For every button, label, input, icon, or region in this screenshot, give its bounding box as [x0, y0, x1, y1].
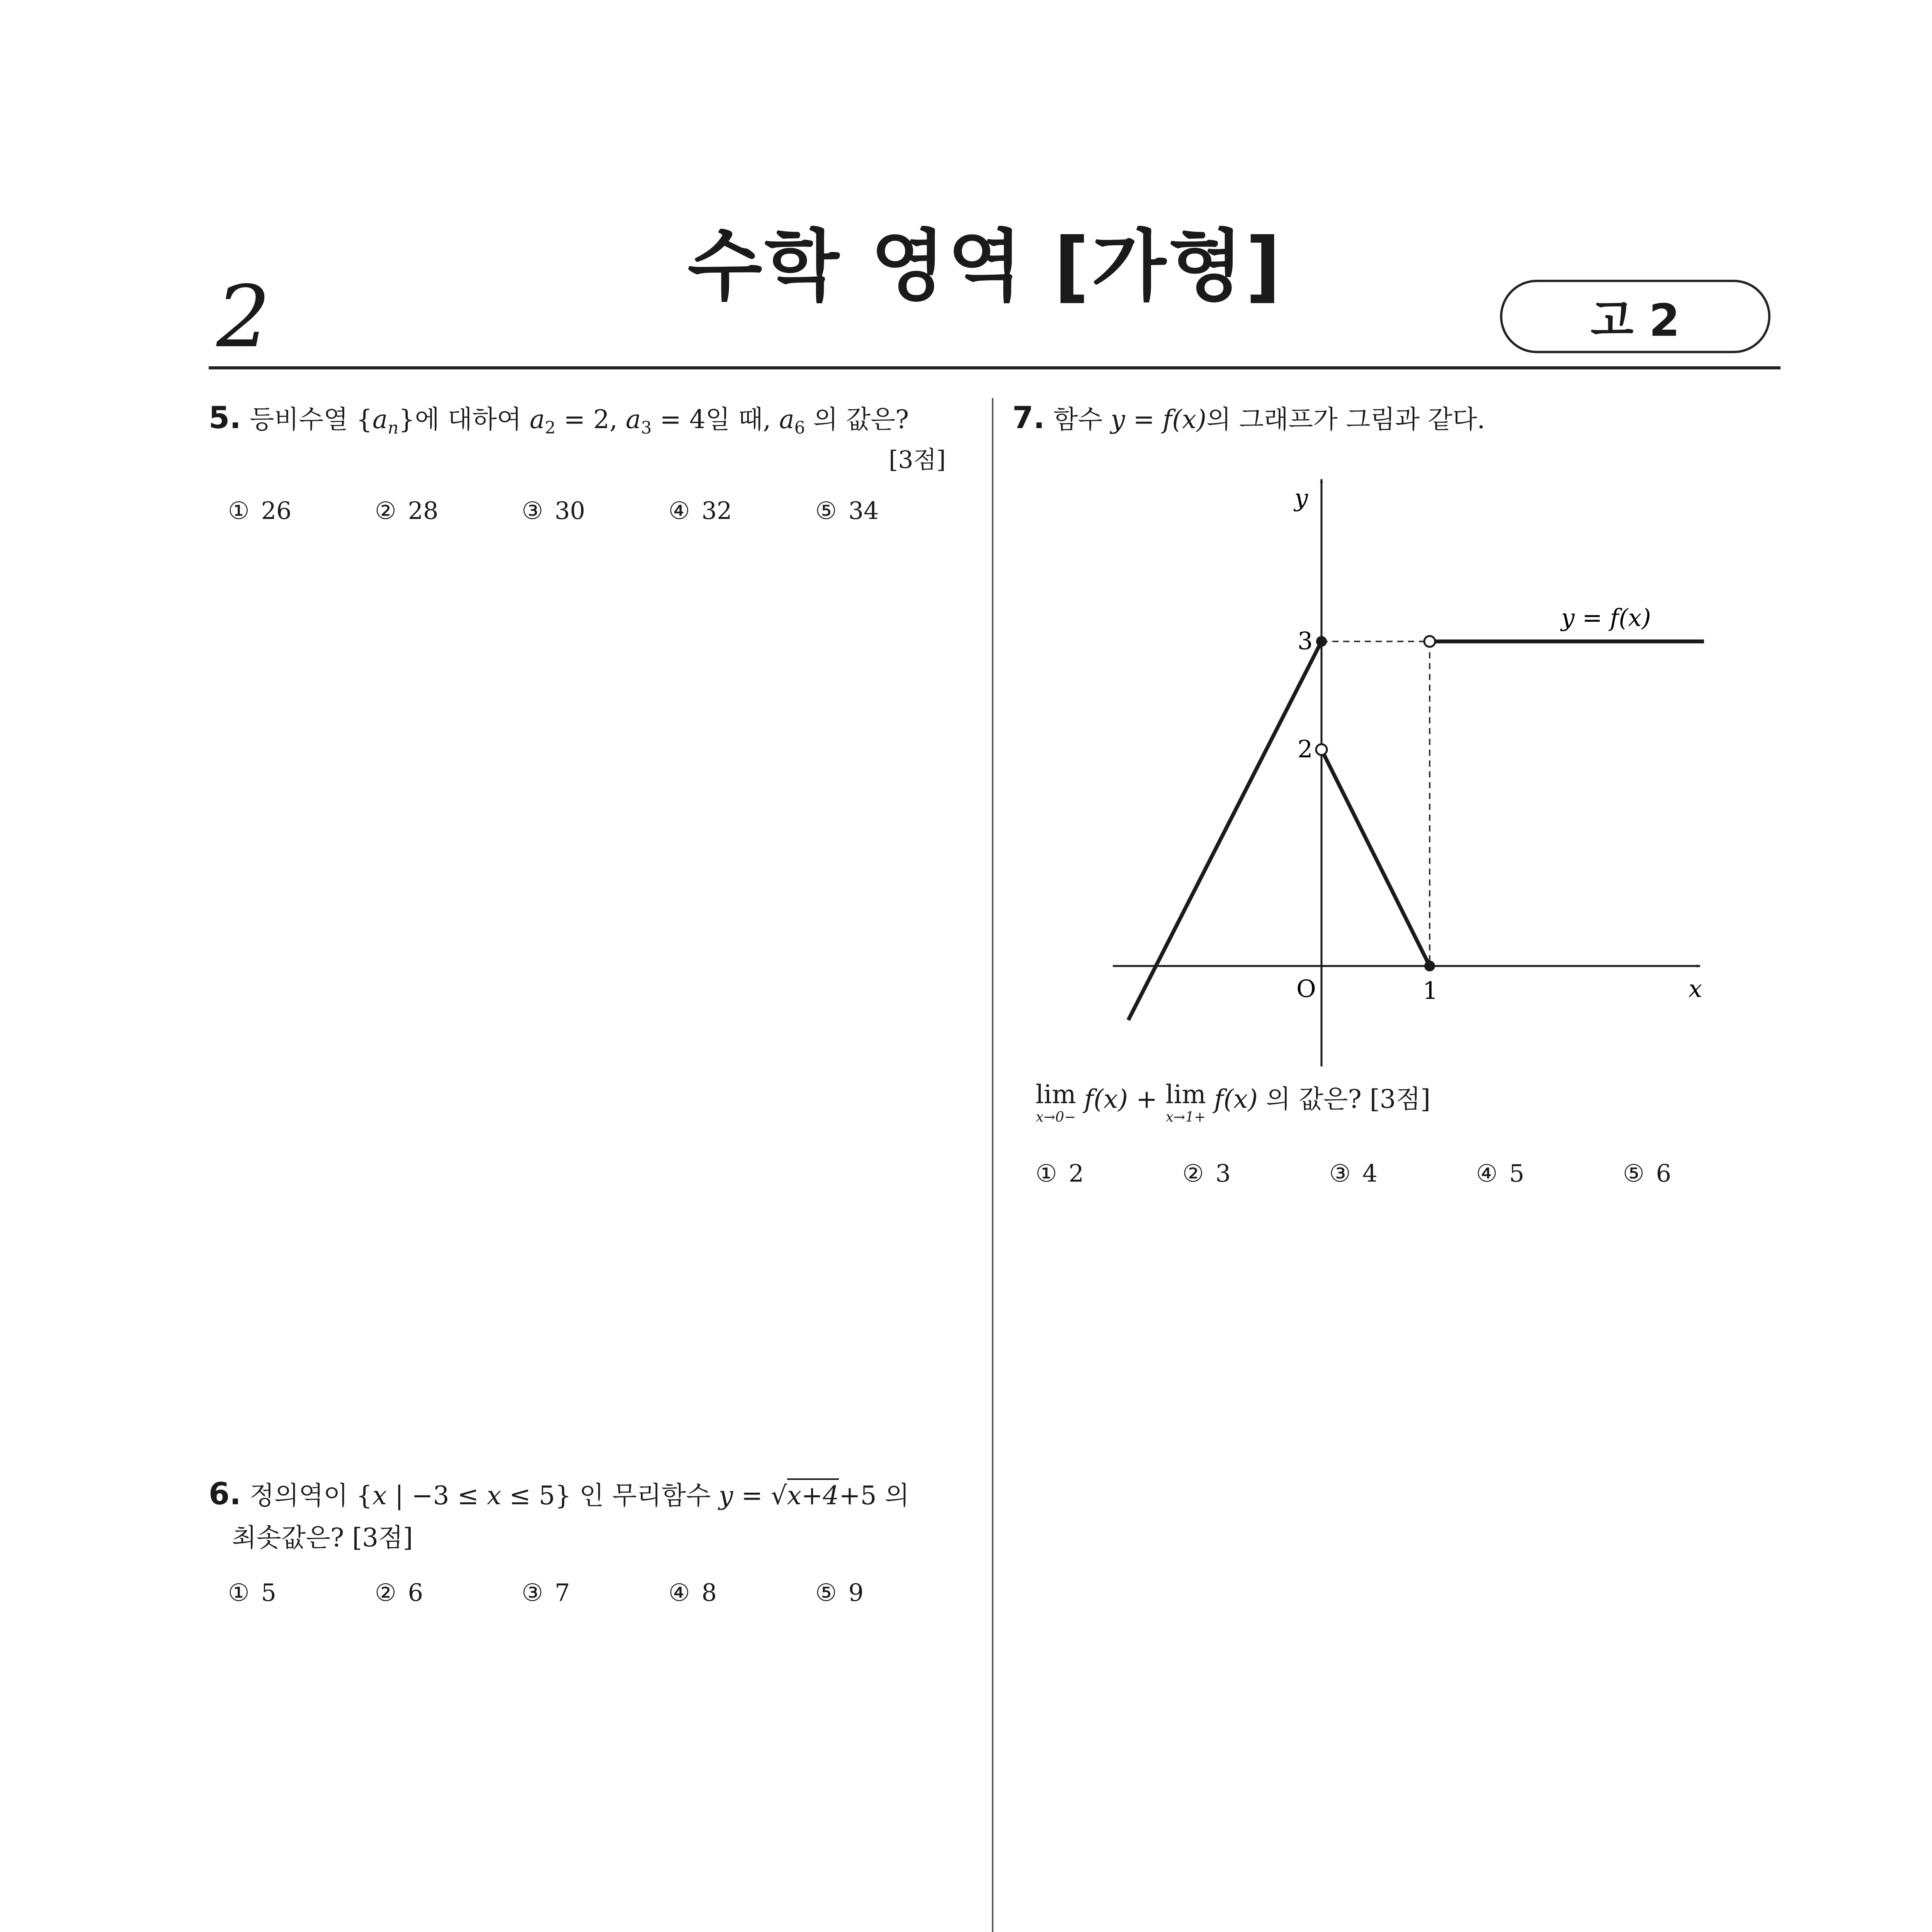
math-brace: { [356, 405, 372, 434]
choices-q6 [228, 1578, 962, 1607]
question-5 [209, 398, 909, 439]
choice-value: 9 [848, 1578, 864, 1607]
question-number: 6. [209, 1477, 241, 1512]
question-text: 의 값은? [3점] [1266, 1084, 1431, 1114]
choice-value: 5 [1509, 1159, 1525, 1187]
math-eq: = 4 [660, 405, 706, 434]
choice-number: ② [375, 1578, 396, 1607]
math-expr: f(x) [1084, 1084, 1128, 1114]
header-rule [209, 366, 1781, 369]
math-plus: + [1136, 1084, 1158, 1114]
grade-badge: 고 2 [1500, 280, 1770, 353]
sqrt-sign: √ [770, 1481, 787, 1510]
choice-number: ① [1036, 1159, 1057, 1187]
question-7-expression [1036, 1082, 1430, 1124]
choice-value: 32 [701, 497, 732, 525]
y-tick-label: 3 [1298, 627, 1313, 655]
sqrt-radicand: x+4 [787, 1478, 839, 1510]
math-eq: = [741, 1481, 763, 1510]
points-label: [3점] [889, 446, 946, 474]
page-number: 2 [216, 267, 270, 366]
choice-5[interactable] [815, 497, 962, 525]
limit-approach: x→1+ [1165, 1109, 1206, 1125]
limit-approach: x→0− [1036, 1109, 1076, 1125]
choice-number: ⑤ [1623, 1159, 1645, 1187]
choice-1[interactable] [228, 1578, 375, 1607]
choice-value: 8 [701, 1578, 717, 1607]
choice-value: 30 [554, 497, 585, 525]
choice-1[interactable] [228, 497, 375, 525]
math-sub: n [388, 418, 399, 438]
math-sub: 2 [544, 418, 556, 438]
exam-title: 수학 영역 [가형] [687, 221, 1283, 311]
choices-q5 [228, 497, 962, 525]
limit-right [1165, 1082, 1206, 1124]
choice-3[interactable] [1329, 1159, 1476, 1187]
origin-label: O [1296, 975, 1316, 1003]
choice-5[interactable] [815, 1578, 962, 1607]
choice-value: 2 [1068, 1159, 1084, 1187]
choice-value: 7 [554, 1578, 570, 1607]
math-sub: 6 [794, 418, 805, 438]
question-text: 의 [884, 1481, 910, 1510]
question-text: 함수 [1053, 405, 1103, 434]
question-text: 인 무리함수 [579, 1481, 711, 1510]
math-expr: f(x) [1214, 1084, 1258, 1114]
choice-number: ⑤ [815, 497, 837, 525]
math-expr: ≤ 5 [509, 1481, 555, 1510]
math-var: y [719, 1481, 733, 1510]
choice-number: ② [375, 497, 396, 525]
choice-5[interactable] [1623, 1159, 1770, 1187]
choice-number: ③ [522, 1578, 543, 1607]
choice-4[interactable] [668, 1578, 815, 1607]
math-expr: y = f(x) [1111, 405, 1207, 434]
graph-segment-left [1128, 641, 1321, 1020]
question-text: 의 값은? [813, 405, 909, 434]
choice-2[interactable] [375, 1578, 522, 1607]
question-number: 7. [1012, 401, 1045, 435]
question-text: 에 대하여 [415, 405, 522, 434]
choice-number: ① [228, 1578, 250, 1607]
limit-left [1036, 1082, 1076, 1124]
math-var: x [372, 1481, 387, 1510]
column-divider [992, 398, 993, 1932]
question-number: 5. [209, 401, 241, 435]
open-point-1-3 [1424, 636, 1435, 647]
choice-number: ④ [668, 1578, 690, 1607]
question-text: 일 때, [705, 405, 771, 434]
closed-point-1-0 [1424, 961, 1435, 971]
question-text: 정의역이 [249, 1481, 348, 1510]
math-var: a [626, 405, 641, 434]
graph-segment-middle [1321, 750, 1430, 966]
choice-number: ③ [1329, 1159, 1351, 1187]
choice-value: 5 [261, 1578, 277, 1607]
choice-value: 34 [848, 497, 879, 525]
choice-4[interactable] [668, 497, 815, 525]
limit-operator: lim [1165, 1080, 1206, 1109]
math-var: x [486, 1481, 502, 1510]
math-brace: } [555, 1481, 571, 1510]
math-comma: , [609, 405, 618, 434]
question-7 [1012, 398, 1485, 439]
math-brace: { [356, 1481, 372, 1510]
y-tick-label: 2 [1298, 735, 1313, 763]
question-text: 등비수열 [249, 405, 348, 434]
choice-number: ④ [668, 497, 690, 525]
choice-number: ⑤ [815, 1578, 837, 1607]
math-bar: | [395, 1481, 404, 1510]
function-graph [1082, 456, 1719, 1074]
choice-value: 6 [1656, 1159, 1672, 1187]
question-text: 최솟값은? [3점] [232, 1523, 413, 1553]
choice-number: ④ [1476, 1159, 1498, 1187]
choice-value: 4 [1362, 1159, 1378, 1187]
limit-operator: lim [1036, 1080, 1076, 1109]
closed-point-0-3 [1316, 636, 1327, 647]
open-point-0-2 [1316, 744, 1327, 755]
choice-4[interactable] [1476, 1159, 1623, 1187]
math-brace: } [398, 405, 415, 434]
x-axis-label: x [1689, 975, 1702, 1003]
question-6 [209, 1474, 909, 1515]
choice-value: 28 [408, 497, 439, 525]
choice-1[interactable] [1036, 1159, 1182, 1187]
choice-2[interactable] [375, 497, 522, 525]
math-expr: −3 ≤ [412, 1481, 479, 1510]
choice-value: 3 [1215, 1159, 1231, 1187]
y-axis-label: y [1294, 484, 1308, 512]
math-var: a [779, 405, 794, 434]
choice-3[interactable] [522, 497, 668, 525]
choice-value: 6 [408, 1578, 423, 1607]
choice-2[interactable] [1182, 1159, 1329, 1187]
curve-label: y = f(x) [1561, 604, 1651, 632]
choice-number: ② [1182, 1159, 1204, 1187]
question-6-line-2 [232, 1520, 413, 1555]
math-sub: 3 [641, 418, 652, 438]
choice-number: ③ [522, 497, 543, 525]
question-text: 의 그래프가 그림과 같다. [1206, 405, 1485, 434]
choice-value: 26 [261, 497, 292, 525]
math-var: a [372, 405, 388, 434]
math-expr: +5 [839, 1481, 877, 1510]
choice-3[interactable] [522, 1578, 668, 1607]
math-var: a [529, 405, 545, 434]
choices-q7 [1036, 1159, 1770, 1187]
math-eq: = 2 [563, 405, 610, 434]
choice-number: ① [228, 497, 250, 525]
x-tick-label: 1 [1423, 976, 1438, 1005]
